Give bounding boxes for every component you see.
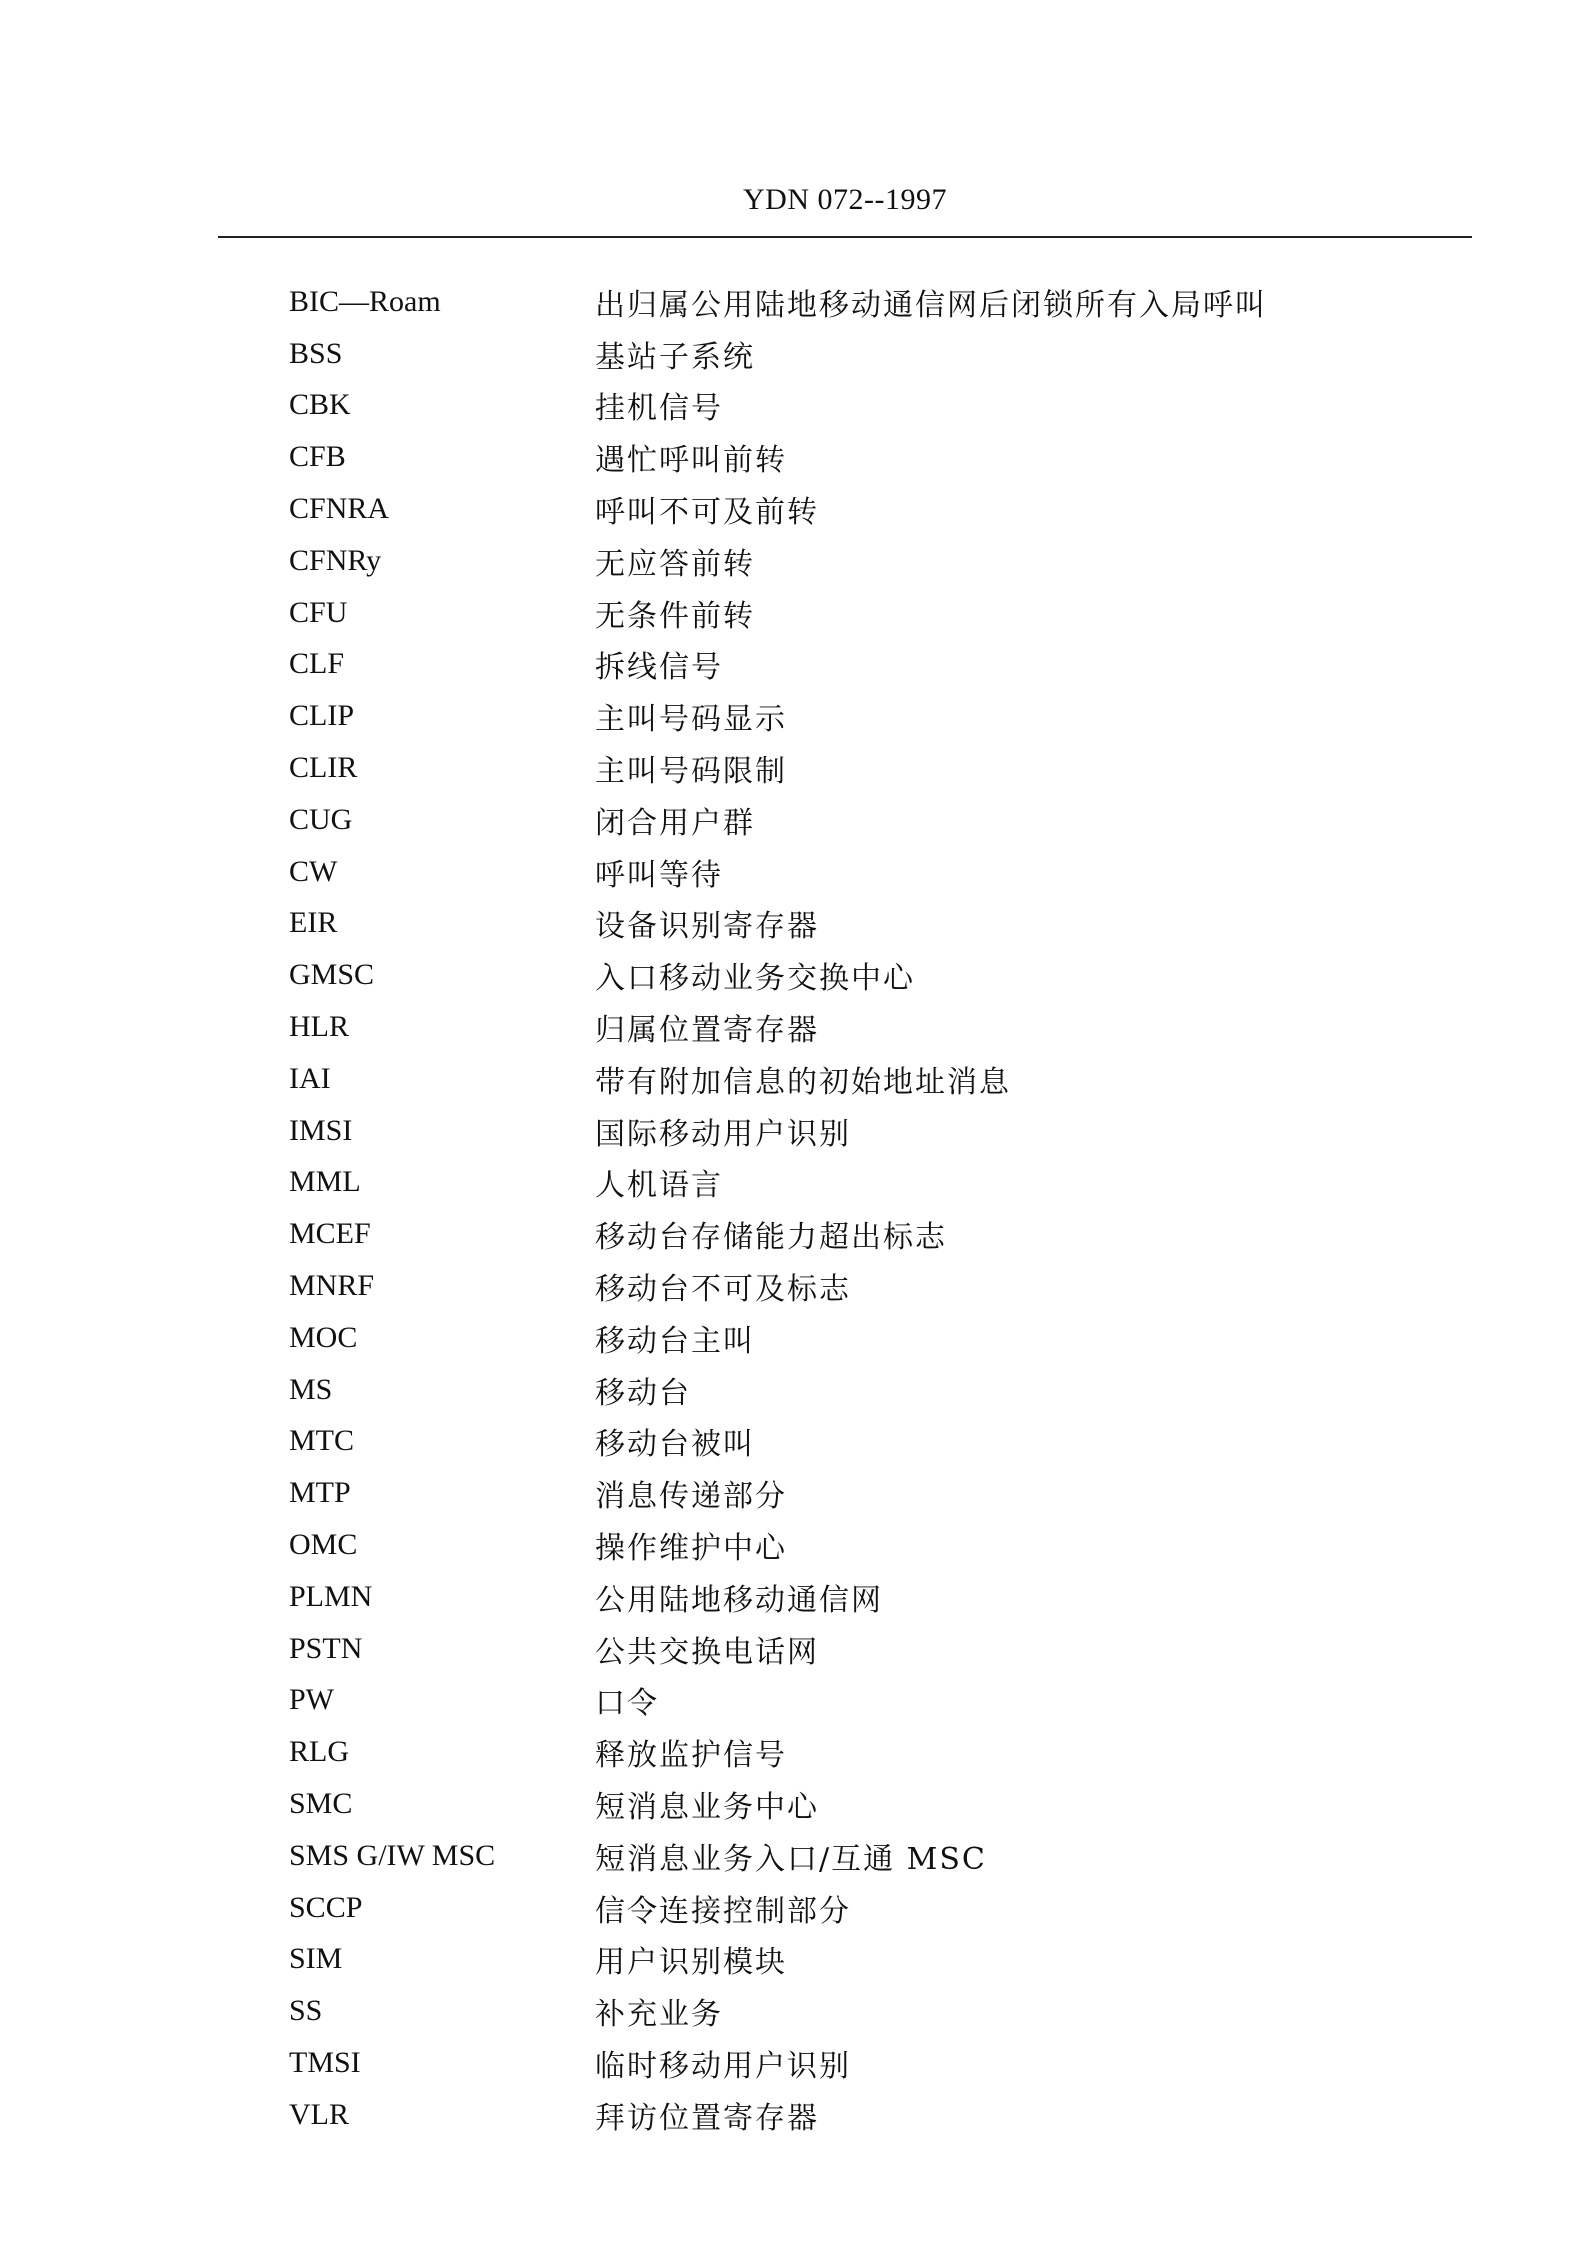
abbreviation-definition: 移动台被叫 xyxy=(595,1427,755,1463)
page-header: YDN 072--1997 xyxy=(743,183,947,216)
abbreviation-definition: 操作维护中心 xyxy=(595,1531,787,1567)
abbreviation-row xyxy=(289,1778,1389,1830)
abbreviation-definition: 移动台 xyxy=(595,1375,691,1411)
abbreviation-term: CLF xyxy=(289,647,345,681)
abbreviation-row xyxy=(289,483,1389,535)
abbreviation-definition: 移动台存储能力超出标志 xyxy=(595,1220,947,1256)
abbreviation-row xyxy=(289,1364,1389,1416)
abbreviation-row xyxy=(289,898,1389,950)
abbreviation-definition: 主叫号码限制 xyxy=(595,754,787,790)
abbreviation-definition: 短消息业务中心 xyxy=(595,1790,819,1825)
abbreviation-term: CBK xyxy=(289,388,351,422)
abbreviation-term: SIM xyxy=(289,1942,343,1976)
abbreviation-term: SS xyxy=(289,1994,323,2028)
abbreviation-definition: 无应答前转 xyxy=(595,546,755,582)
abbreviation-definition: 闭合用户群 xyxy=(595,805,755,841)
abbreviation-term: GMSC xyxy=(289,958,375,992)
abbreviation-definition: 挂机信号 xyxy=(595,391,723,427)
abbreviation-definition: 主叫号码显示 xyxy=(595,702,787,738)
abbreviation-definition: 人机语言 xyxy=(595,1168,723,1204)
abbreviation-definition: 呼叫等待 xyxy=(595,857,723,893)
abbreviation-row xyxy=(289,1726,1389,1778)
abbreviation-row xyxy=(289,535,1389,587)
abbreviation-term: MML xyxy=(289,1165,361,1199)
abbreviation-term: CW xyxy=(289,854,338,888)
abbreviation-term: MNRF xyxy=(289,1269,375,1303)
abbreviation-term: CUG xyxy=(289,802,353,836)
abbreviation-term: BSS xyxy=(289,336,343,370)
abbreviation-row xyxy=(289,846,1389,898)
abbreviation-row xyxy=(289,587,1389,639)
abbreviation-term: SMS G/IW MSC xyxy=(289,1838,496,1872)
abbreviation-term: CFNRy xyxy=(289,543,382,577)
abbreviation-term: HLR xyxy=(289,1010,349,1044)
abbreviation-definition: 出归属公用陆地移动通信网后闭锁所有入局呼叫 xyxy=(595,287,1267,323)
abbreviation-term: IAI xyxy=(289,1061,331,1095)
abbreviation-definition: 无条件前转 xyxy=(595,598,755,634)
abbreviation-definition: 国际移动用户识别 xyxy=(595,1116,851,1152)
abbreviation-row xyxy=(289,639,1389,691)
abbreviation-term: IMSI xyxy=(289,1113,353,1147)
abbreviation-term: EIR xyxy=(289,906,338,940)
abbreviation-term: MCEF xyxy=(289,1217,371,1251)
abbreviation-term: SCCP xyxy=(289,1890,363,1924)
abbreviation-row xyxy=(289,2037,1389,2089)
abbreviation-term: PLMN xyxy=(289,1579,373,1613)
abbreviation-definition: 遇忙呼叫前转 xyxy=(595,443,787,479)
abbreviation-term: CFU xyxy=(289,595,348,629)
abbreviation-row xyxy=(289,1519,1389,1571)
abbreviation-definition: 公共交换电话网 xyxy=(595,1634,819,1670)
abbreviation-row xyxy=(289,690,1389,742)
abbreviation-definition: 信令连接控制部分 xyxy=(595,1893,851,1929)
abbreviation-row xyxy=(289,1105,1389,1157)
abbreviation-row xyxy=(289,1934,1389,1986)
abbreviation-term: MTC xyxy=(289,1424,355,1458)
abbreviation-definition: 基站子系统 xyxy=(595,339,755,375)
abbreviation-term: RLG xyxy=(289,1735,349,1769)
abbreviation-term: BIC—Roam xyxy=(289,284,441,318)
abbreviation-row xyxy=(289,1157,1389,1209)
header-rule xyxy=(218,236,1472,238)
abbreviation-row xyxy=(289,1001,1389,1053)
abbreviation-row xyxy=(289,276,1389,328)
abbreviation-row xyxy=(289,1830,1389,1882)
abbreviation-definition: 用户识别模块 xyxy=(595,1945,787,1981)
abbreviation-row xyxy=(289,742,1389,794)
abbreviation-definition: 短消息业务入口/互通 MSC xyxy=(595,1841,987,1877)
abbreviation-row xyxy=(289,431,1389,483)
abbreviation-row xyxy=(289,949,1389,1001)
abbreviation-definition: 口令 xyxy=(595,1686,659,1722)
abbreviation-term: SMC xyxy=(289,1787,353,1820)
abbreviation-term: PW xyxy=(289,1683,334,1717)
abbreviation-definition: 临时移动用户识别 xyxy=(595,2048,851,2084)
abbreviation-term: OMC xyxy=(289,1528,358,1562)
abbreviation-row xyxy=(289,2089,1389,2141)
abbreviation-definition: 带有附加信息的初始地址消息 xyxy=(595,1064,1011,1100)
abbreviation-row xyxy=(289,1416,1389,1468)
abbreviation-definition: 公用陆地移动通信网 xyxy=(595,1582,883,1618)
abbreviation-row xyxy=(289,1467,1389,1519)
abbreviation-term: CFNRA xyxy=(289,492,390,526)
abbreviation-definition: 归属位置寄存器 xyxy=(595,1013,819,1049)
abbreviation-term: MTP xyxy=(289,1476,351,1510)
abbreviation-row xyxy=(289,1571,1389,1623)
abbreviation-term: CLIP xyxy=(289,699,355,733)
abbreviation-row xyxy=(289,380,1389,432)
abbreviation-row xyxy=(289,1260,1389,1312)
abbreviation-row xyxy=(289,1675,1389,1727)
abbreviation-row xyxy=(289,328,1389,380)
abbreviation-row xyxy=(289,1882,1389,1934)
abbreviation-row xyxy=(289,1623,1389,1675)
abbreviation-row xyxy=(289,1053,1389,1105)
abbreviation-term: CFB xyxy=(289,440,346,474)
abbreviation-definition: 消息传递部分 xyxy=(595,1479,787,1515)
abbreviation-definition: 拆线信号 xyxy=(595,650,723,686)
abbreviation-term: PSTN xyxy=(289,1631,363,1665)
abbreviation-row xyxy=(289,794,1389,846)
abbreviation-term: CLIR xyxy=(289,751,358,785)
abbreviation-definition: 入口移动业务交换中心 xyxy=(595,961,915,997)
abbreviation-definition: 移动台主叫 xyxy=(595,1323,755,1359)
abbreviation-row xyxy=(289,1985,1389,2037)
abbreviation-definition: 补充业务 xyxy=(595,1997,723,2033)
abbreviation-row xyxy=(289,1312,1389,1364)
abbreviation-definition: 释放监护信号 xyxy=(595,1738,787,1774)
abbreviation-list xyxy=(289,276,1389,2141)
abbreviation-definition: 呼叫不可及前转 xyxy=(595,495,819,531)
abbreviation-definition: 拜访位置寄存器 xyxy=(595,2100,819,2136)
abbreviation-row xyxy=(289,1208,1389,1260)
abbreviation-term: MOC xyxy=(289,1320,358,1354)
abbreviation-term: VLR xyxy=(289,2097,349,2131)
abbreviation-term: MS xyxy=(289,1372,333,1406)
abbreviation-definition: 设备识别寄存器 xyxy=(595,909,819,945)
abbreviation-term: TMSI xyxy=(289,2045,361,2079)
abbreviation-definition: 移动台不可及标志 xyxy=(595,1272,851,1308)
